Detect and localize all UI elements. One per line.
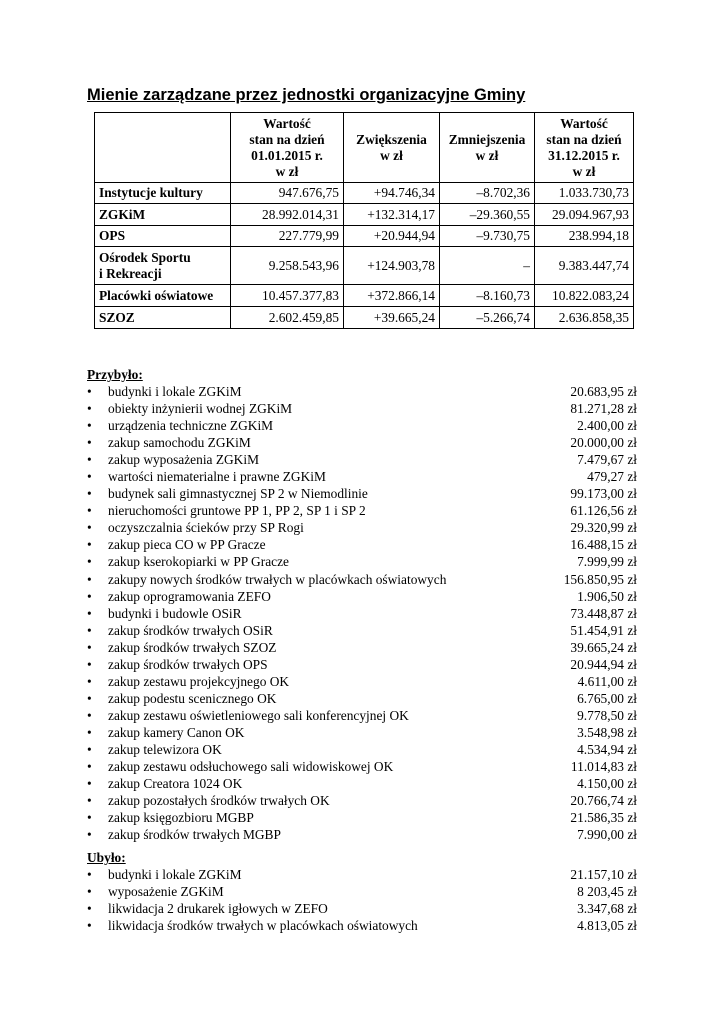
cell-decrease: –5.266,74 (440, 307, 535, 329)
item-label: nieruchomości gruntowe PP 1, PP 2, SP 1 i SP 2 (108, 503, 366, 519)
item-label: budynki i lokale ZGKiM (108, 867, 242, 882)
cell-start: 947.676,75 (231, 183, 344, 204)
disposals-heading: Ubyło: (87, 850, 126, 865)
item-label: oczyszczalnia ścieków przy SP Rogi (108, 520, 304, 536)
table-header-row (95, 113, 634, 183)
cell-decrease: –9.730,75 (440, 226, 535, 247)
item-label: zakup kserokopiarki w PP Gracze (108, 554, 289, 570)
list-item (87, 383, 637, 400)
item-amount: 16.488,15 zł (570, 537, 637, 553)
table-row (95, 183, 634, 204)
list-item (87, 502, 637, 519)
bullet-icon: • (87, 503, 92, 519)
item-label: zakupy nowych środków trwałych w placówkach oświatowych (108, 571, 447, 587)
item-amount: 4.813,05 zł (577, 918, 637, 934)
list-item (87, 792, 637, 809)
item-label: obiekty inżynierii wodnej ZGKiM (108, 401, 293, 417)
bullet-icon: • (87, 901, 92, 917)
row-label: Placówki oświatowe (95, 285, 231, 307)
item-amount: 4.150,00 zł (577, 776, 637, 792)
list-item (87, 866, 637, 883)
item-amount: 8 203,45 zł (577, 884, 637, 900)
item-label: zakup zestawu odsłuchowego sali widowiskowej OK (108, 759, 394, 775)
item-amount: 156.850,95 zł (563, 571, 637, 587)
additions-list (87, 383, 637, 843)
table-row (95, 307, 634, 329)
cell-decrease: – (440, 247, 535, 285)
list-item (87, 724, 637, 741)
table-row (95, 226, 634, 247)
item-amount: 3.347,68 zł (577, 901, 637, 917)
item-amount: 20.944,94 zł (570, 656, 637, 672)
item-label: zakup telewizora OK (108, 741, 222, 757)
list-item (87, 519, 637, 536)
item-label: wartości niematerialne i prawne ZGKiM (108, 469, 326, 485)
item-amount: 9.778,50 zł (577, 707, 637, 723)
item-label: zakup środków trwałych OSiR (108, 622, 273, 638)
row-label: ZGKiM (95, 204, 231, 226)
item-amount: 73.448,87 zł (570, 605, 637, 621)
item-amount: 2.400,00 zł (577, 418, 637, 434)
list-item (87, 656, 637, 673)
bullet-icon: • (87, 656, 92, 672)
header-increase: Zwiększenia w zł (344, 113, 440, 183)
cell-start: 9.258.543,96 (231, 247, 344, 285)
bullet-icon: • (87, 486, 92, 502)
item-amount: 4.611,00 zł (577, 673, 637, 689)
bullet-icon: • (87, 867, 92, 882)
bullet-icon: • (87, 452, 92, 468)
bullet-icon: • (87, 827, 92, 843)
list-item (87, 758, 637, 775)
row-label: Instytucje kultury (95, 183, 231, 204)
cell-end: 9.383.447,74 (535, 247, 634, 285)
list-item (87, 588, 637, 605)
assets-table (94, 112, 634, 329)
item-amount: 61.126,56 zł (570, 503, 637, 519)
header-end-value: Wartość stan na dzień 31.12.2015 r. w zł (535, 113, 634, 183)
item-label: zakup kamery Canon OK (108, 724, 245, 740)
item-label: zakup wyposażenia ZGKiM (108, 452, 259, 468)
cell-increase: +132.314,17 (344, 204, 440, 226)
cell-end: 238.994,18 (535, 226, 634, 247)
item-amount: 21.157,10 zł (570, 867, 637, 882)
list-item (87, 917, 637, 934)
item-label: zakup środków trwałych SZOZ (108, 639, 277, 655)
item-amount: 11.014,83 zł (570, 759, 637, 775)
bullet-icon: • (87, 605, 92, 621)
item-label: zakup samochodu ZGKiM (108, 435, 251, 451)
cell-increase: +124.903,78 (344, 247, 440, 285)
bullet-icon: • (87, 759, 92, 775)
item-label: likwidacja środków trwałych w placówkach oświatowych (108, 918, 418, 934)
bullet-icon: • (87, 810, 92, 826)
bullet-icon: • (87, 520, 92, 536)
item-label: zakup pozostałych środków trwałych OK (108, 793, 330, 809)
item-label: likwidacja 2 drukarek igłowych w ZEFO (108, 901, 328, 917)
page-title: Mienie zarządzane przez jednostki organizacyjne Gminy (87, 86, 526, 104)
bullet-icon: • (87, 741, 92, 757)
cell-start: 227.779,99 (231, 226, 344, 247)
item-amount: 51.454,91 zł (570, 622, 637, 638)
list-item (87, 485, 637, 502)
bullet-icon: • (87, 639, 92, 655)
header-empty (95, 113, 231, 183)
list-item (87, 451, 637, 468)
bullet-icon: • (87, 793, 92, 809)
cell-end: 10.822.083,24 (535, 285, 634, 307)
bullet-icon: • (87, 401, 92, 417)
bullet-icon: • (87, 384, 92, 399)
item-label: wyposażenie ZGKiM (108, 884, 224, 900)
list-item (87, 883, 637, 900)
item-amount: 7.999,99 zł (577, 554, 637, 570)
table-row (95, 285, 634, 307)
list-item (87, 417, 637, 434)
item-amount: 81.271,28 zł (570, 401, 637, 417)
item-amount: 99.173,00 zł (570, 486, 637, 502)
item-label: budynek sali gimnastycznej SP 2 w Niemodlinie (108, 486, 368, 502)
disposals-list (87, 866, 637, 934)
table-row (95, 204, 634, 226)
cell-start: 2.602.459,85 (231, 307, 344, 329)
item-amount: 7.990,00 zł (577, 827, 637, 843)
item-amount: 3.548,98 zł (577, 724, 637, 740)
cell-end: 1.033.730,73 (535, 183, 634, 204)
item-label: zakup środków trwałych MGBP (108, 827, 281, 843)
item-label: zakup pieca CO w PP Gracze (108, 537, 266, 553)
disposals-section (87, 849, 637, 934)
bullet-icon: • (87, 918, 92, 934)
item-amount: 20.766,74 zł (570, 793, 637, 809)
header-decrease: Zmniejszenia w zł (440, 113, 535, 183)
list-item (87, 900, 637, 917)
item-amount: 20.683,95 zł (570, 384, 637, 399)
list-item (87, 639, 637, 656)
item-label: zakup środków trwałych OPS (108, 656, 268, 672)
cell-increase: +372.866,14 (344, 285, 440, 307)
item-amount: 20.000,00 zł (570, 435, 637, 451)
item-label: zakup podestu scenicznego OK (108, 690, 277, 706)
cell-start: 28.992.014,31 (231, 204, 344, 226)
row-label: Ośrodek Sportu i Rekreacji (95, 247, 231, 285)
item-label: zakup księgozbioru MGBP (108, 810, 254, 826)
cell-increase: +39.665,24 (344, 307, 440, 329)
cell-decrease: –8.160,73 (440, 285, 535, 307)
item-label: budynki i lokale ZGKiM (108, 384, 242, 399)
list-item (87, 622, 637, 639)
list-item (87, 400, 637, 417)
list-item (87, 553, 637, 570)
bullet-icon: • (87, 724, 92, 740)
cell-start: 10.457.377,83 (231, 285, 344, 307)
row-label: SZOZ (95, 307, 231, 329)
list-item (87, 673, 637, 690)
bullet-icon: • (87, 588, 92, 604)
item-amount: 29.320,99 zł (570, 520, 637, 536)
item-label: zakup zestawu oświetleniowego sali konferencyjnej OK (108, 707, 409, 723)
cell-increase: +20.944,94 (344, 226, 440, 247)
bullet-icon: • (87, 690, 92, 706)
bullet-icon: • (87, 622, 92, 638)
header-start-value: Wartość stan na dzień 01.01.2015 r. w zł (231, 113, 344, 183)
bullet-icon: • (87, 673, 92, 689)
list-item (87, 536, 637, 553)
list-item (87, 741, 637, 758)
bullet-icon: • (87, 435, 92, 451)
bullet-icon: • (87, 776, 92, 792)
table-row (95, 247, 634, 285)
list-item (87, 605, 637, 622)
bullet-icon: • (87, 537, 92, 553)
list-item (87, 690, 637, 707)
additions-heading: Przybyło: (87, 367, 143, 382)
bullet-icon: • (87, 469, 92, 485)
cell-end: 29.094.967,93 (535, 204, 634, 226)
list-item (87, 468, 637, 485)
item-label: zakup oprogramowania ZEFO (108, 588, 271, 604)
item-amount: 21.586,35 zł (570, 810, 637, 826)
additions-section (87, 366, 637, 843)
cell-decrease: –8.702,36 (440, 183, 535, 204)
item-amount: 4.534,94 zł (577, 741, 637, 757)
cell-decrease: –29.360,55 (440, 204, 535, 226)
bullet-icon: • (87, 707, 92, 723)
row-label: OPS (95, 226, 231, 247)
item-amount: 6.765,00 zł (577, 690, 637, 706)
item-amount: 7.479,67 zł (577, 452, 637, 468)
item-label: budynki i budowle OSiR (108, 605, 242, 621)
item-amount: 39.665,24 zł (570, 639, 637, 655)
list-item (87, 571, 637, 588)
list-item (87, 775, 637, 792)
list-item (87, 809, 637, 826)
cell-increase: +94.746,34 (344, 183, 440, 204)
item-label: zakup Creatora 1024 OK (108, 776, 243, 792)
bullet-icon: • (87, 418, 92, 434)
item-amount: 1.906,50 zł (577, 588, 637, 604)
item-label: urządzenia techniczne ZGKiM (108, 418, 274, 434)
bullet-icon: • (87, 554, 92, 570)
cell-end: 2.636.858,35 (535, 307, 634, 329)
list-item (87, 434, 637, 451)
bullet-icon: • (87, 884, 92, 900)
item-amount: 479,27 zł (587, 469, 637, 485)
list-item (87, 826, 637, 843)
item-label: zakup zestawu projekcyjnego OK (108, 673, 290, 689)
bullet-icon: • (87, 571, 92, 587)
list-item (87, 707, 637, 724)
